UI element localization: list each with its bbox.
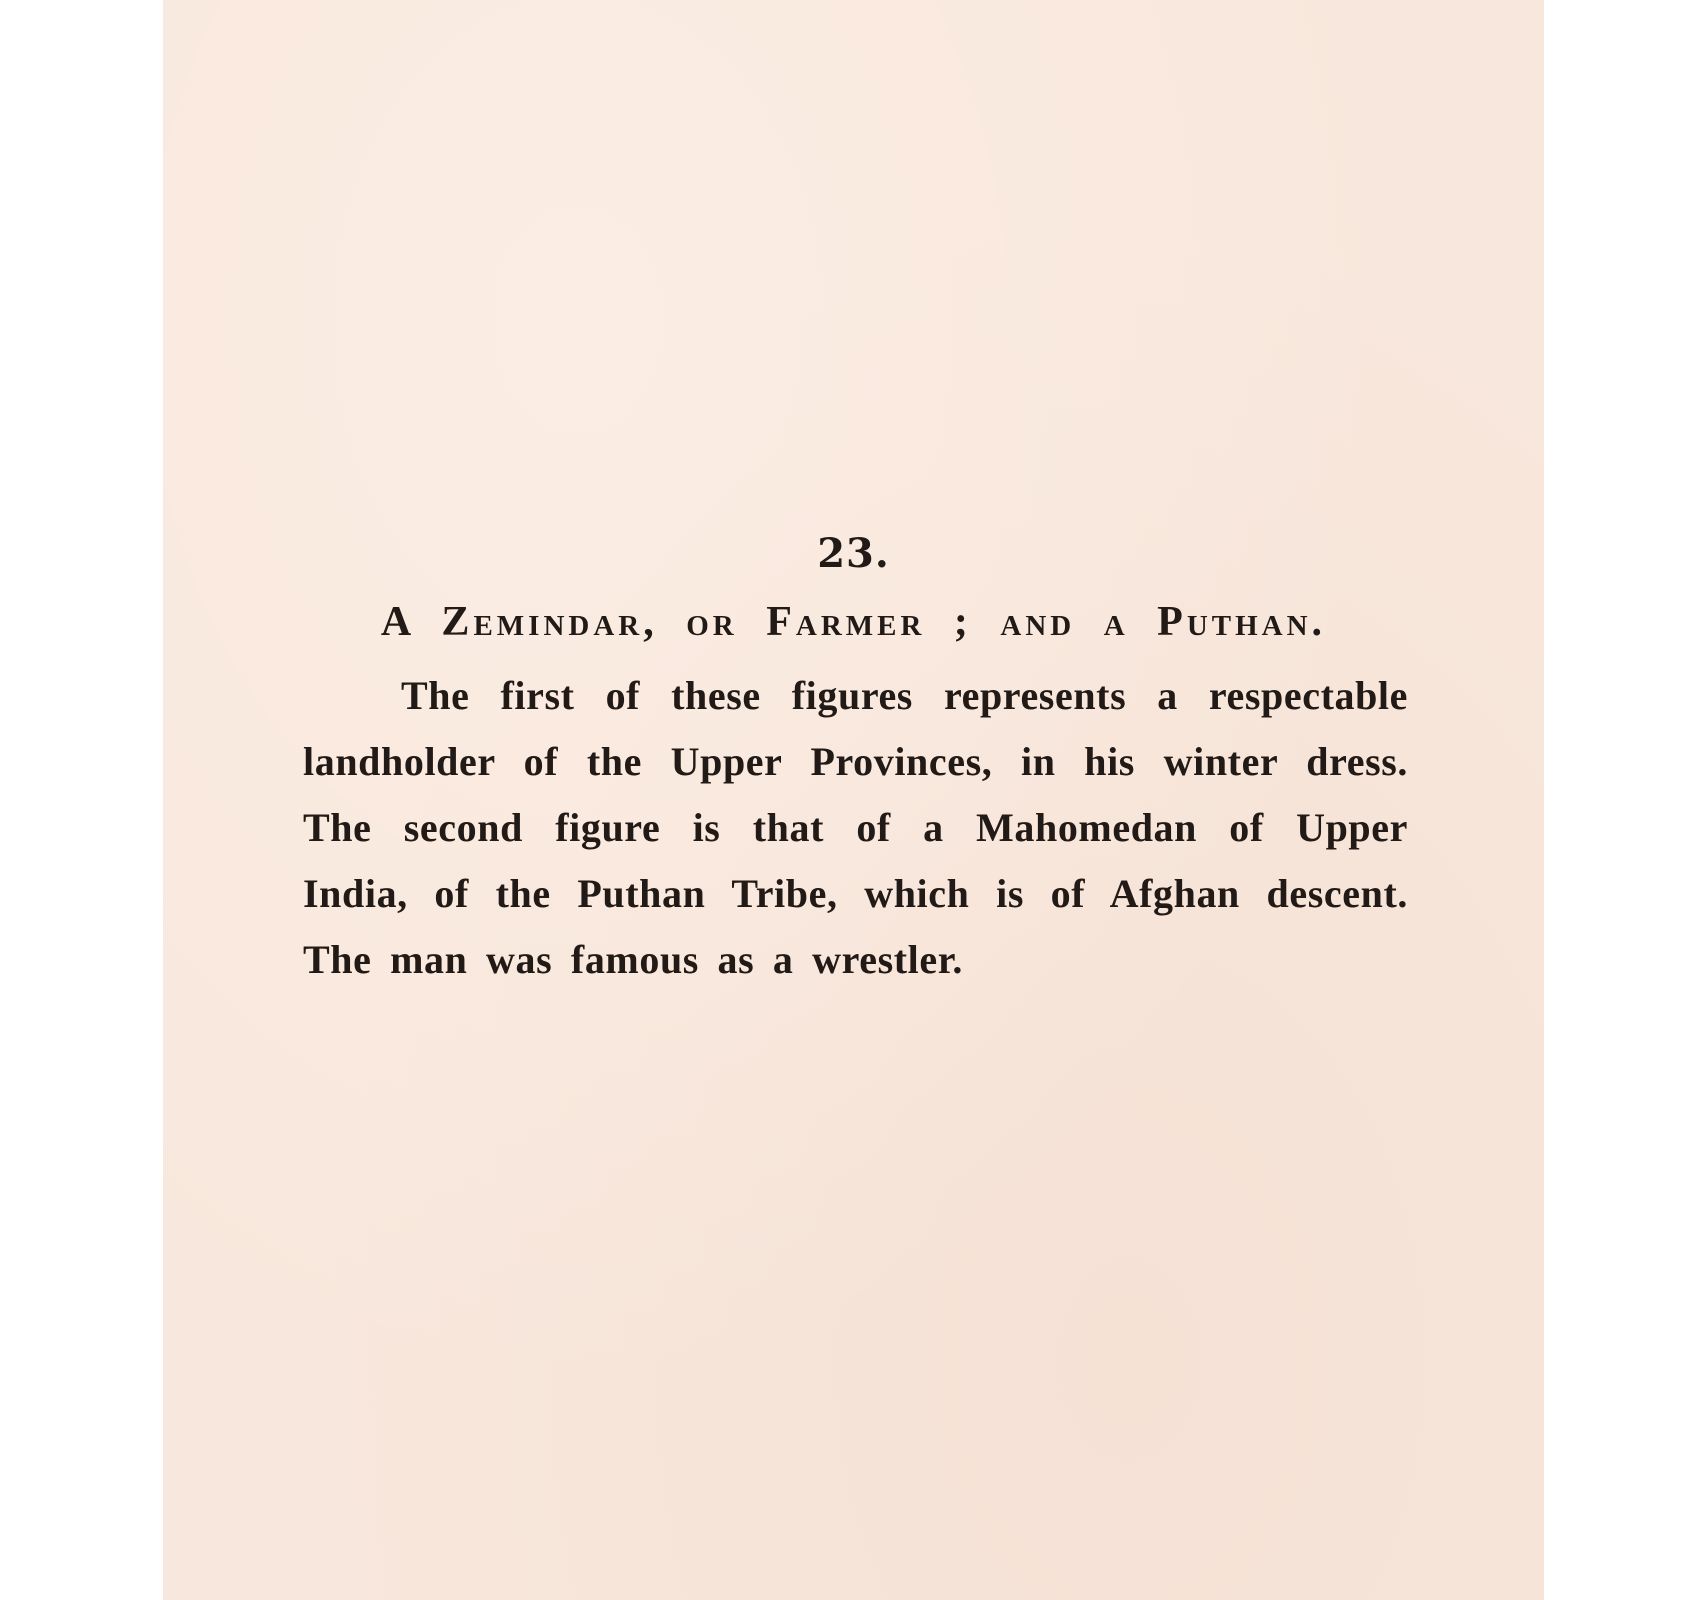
description-paragraph (303, 663, 1408, 993)
paragraph-line: The second figure is that of a Mahomedan of Upper (303, 805, 1408, 850)
paragraph-line: The man was famous as a wrestler. (303, 937, 964, 982)
paragraph-line: India, of the Puthan Tribe, which is of Afghan descent. (303, 871, 1408, 916)
plate-title: A Zemindar, or Farmer ; and a Puthan. (380, 599, 1327, 645)
plate-number: 23. (817, 530, 890, 577)
paragraph-line: The first of these figures represents a respectable (401, 673, 1408, 718)
paragraph-line: landholder of the Upper Provinces, in his winter dress. (303, 739, 1408, 784)
book-page (163, 0, 1544, 1600)
